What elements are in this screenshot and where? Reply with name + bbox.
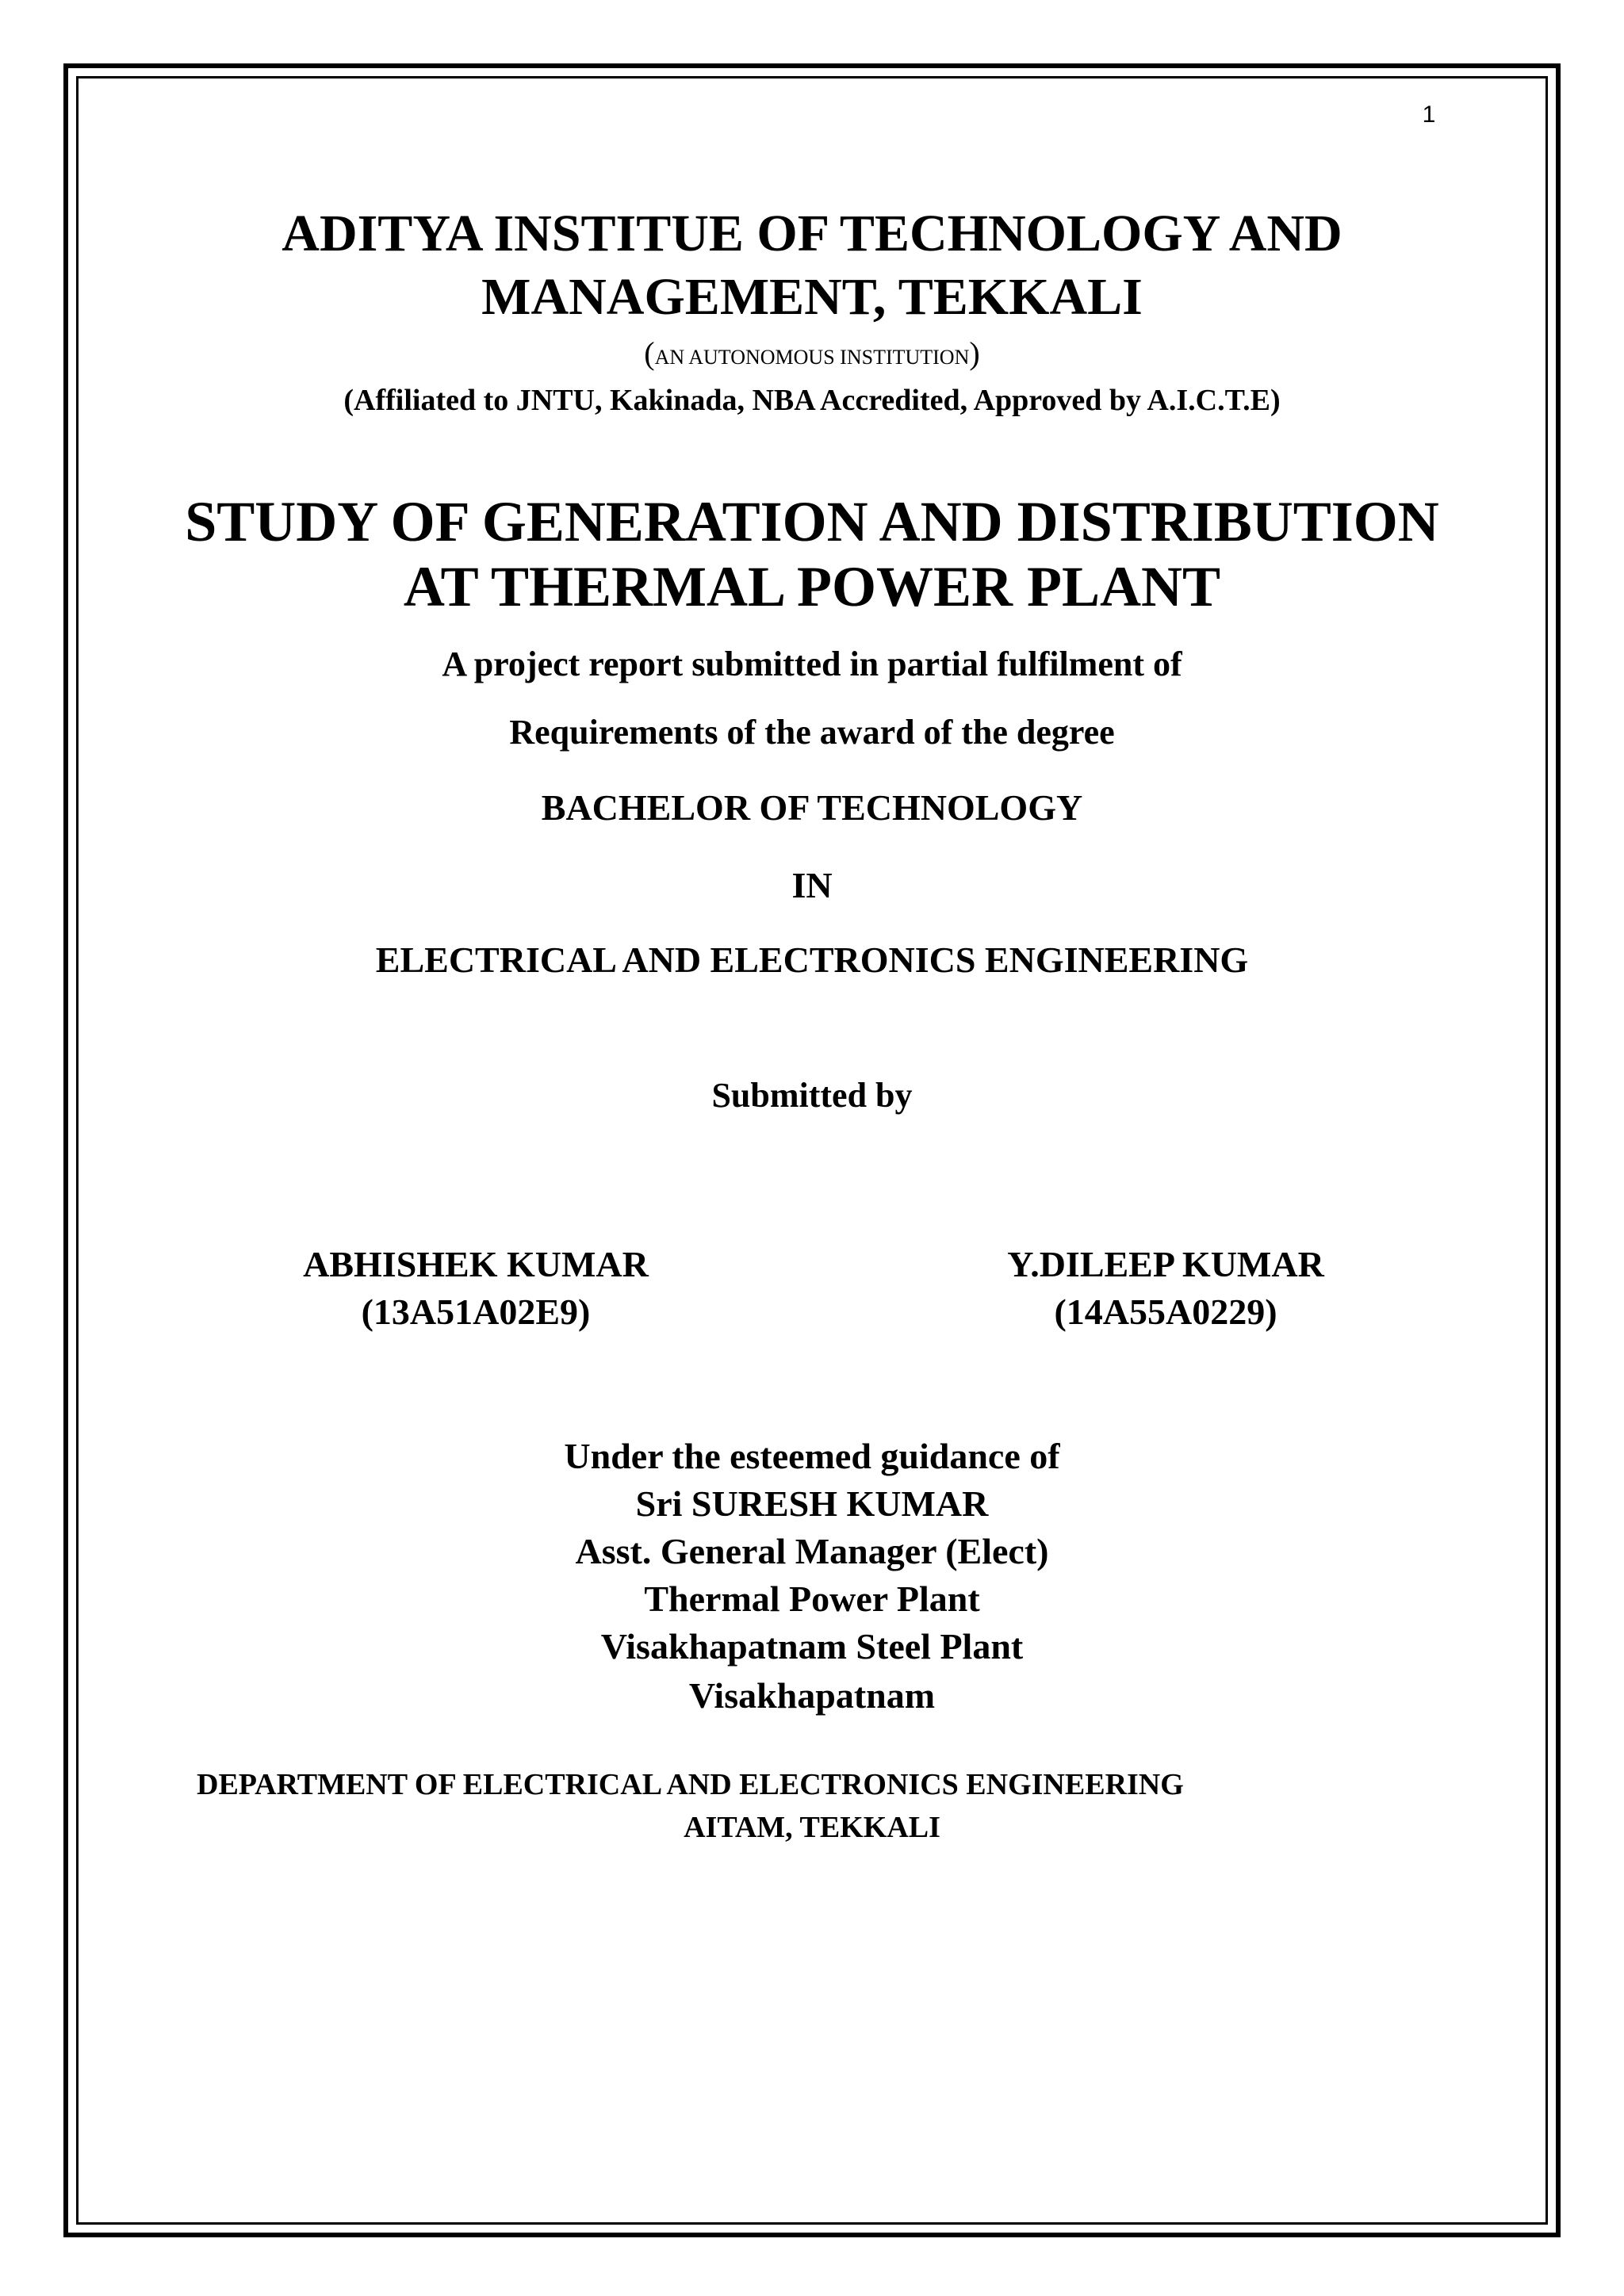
autonomous-text: AN AUTONOMOUS INSTITUTION [654, 346, 970, 369]
submission-line2: Requirements of the award of the degree [509, 713, 1115, 752]
guide-organization: Visakhapatnam Steel Plant [600, 1626, 1024, 1667]
page-number: 1 [1422, 101, 1436, 128]
institute-name-line2: MANAGEMENT, TEKKALI [481, 268, 1143, 326]
department-line1: DEPARTMENT OF ELECTRICAL AND ELECTRONICS ENGINEERING [197, 1768, 1184, 1801]
submitted-by-label: Submitted by [711, 1076, 913, 1115]
student-2-roll: (14A55A0229) [1054, 1292, 1277, 1332]
submission-line1: A project report submitted in partial fulfilment of [442, 645, 1182, 683]
guide-city: Visakhapatnam [688, 1675, 936, 1716]
project-title-line1: STUDY OF GENERATION AND DISTRIBUTION [185, 490, 1439, 553]
degree-in: IN [791, 865, 833, 905]
branch: ELECTRICAL AND ELECTRONICS ENGINEERING [375, 939, 1249, 980]
project-title-line2: AT THERMAL POWER PLANT [403, 555, 1221, 618]
affiliation: (Affiliated to JNTU, Kakinada, NBA Accredited, Approved by A.I.C.T.E) [343, 384, 1281, 417]
student-1-name: ABHISHEK KUMAR [303, 1244, 649, 1284]
institute-name-line1: ADITYA INSTITUE OF TECHNOLOGY AND [282, 205, 1342, 262]
student-1-roll: (13A51A02E9) [361, 1292, 591, 1332]
autonomous-status [0, 335, 1624, 371]
department-line2: AITAM, TEKKALI [684, 1811, 940, 1844]
autonomous-close-paren: ) [969, 335, 980, 371]
guidance-intro: Under the esteemed guidance of [564, 1436, 1060, 1476]
guide-designation: Asst. General Manager (Elect) [575, 1531, 1049, 1571]
guide-unit: Thermal Power Plant [644, 1578, 980, 1619]
autonomous-open-paren: ( [644, 335, 655, 371]
student-2-name: Y.DILEEP KUMAR [1007, 1244, 1324, 1284]
degree: BACHELOR OF TECHNOLOGY [541, 787, 1083, 828]
guide-name: Sri SURESH KUMAR [635, 1483, 989, 1524]
